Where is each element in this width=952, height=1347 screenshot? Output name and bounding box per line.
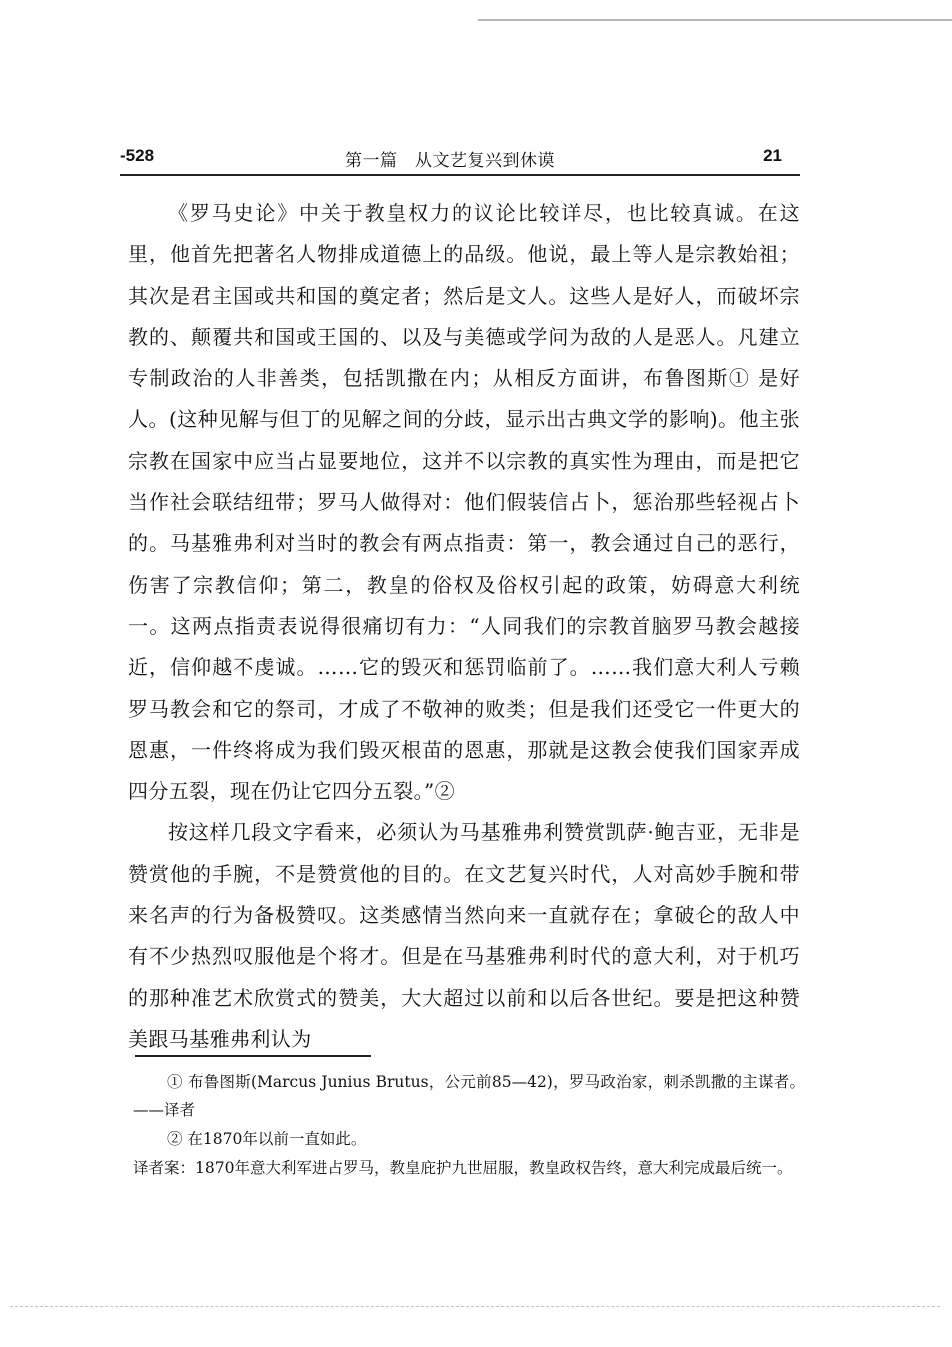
footnote: ② 在1870年以前一直如此。	[167, 1130, 367, 1148]
header-rule	[120, 174, 800, 176]
paragraph: 《罗马史论》中关于教皇权力的议论比较详尽，也比较真诚。在这里，他首先把著名人物排成道德上的品级。他说，最上等人是宗教始祖；其次是君主国或共和国的奠定者；然后是文人。这些人是好人，而破坏宗教的、颠覆共和国或王国的、以及与美德或学问为敌的人是恶人。凡建立专制政治的人非善类，包括凯撒在内；从相反方面讲，布鲁图斯① 是好人。(这种见解与但丁的见解之间的分歧，显示出古典文学的影响)。他主张宗教在国家中应当占显要地位，这并不以宗教的真实性为理由，而是把它当作社会联结纽带；罗马人做得对：他们假装信占卜，惩治那些轻视占卜的。马基雅弗利对当时的教会有两点指责：第一，教会通过自己的恶行，伤害了宗教信仰；第二，教皇的俗权及俗权引起的政策，妨碍意大利统一。这两点指责表说得很痛切有力：“人同我们的宗教首脑罗马教会越接近，信仰越不虔诚。……它的毁灭和惩罚临前了。……我们意大利人亏赖罗马教会和它的祭司，才成了不敬神的败类；但是我们还受它一件更大的恩惠，一件终将成为我们毁灭根苗的恩惠，那就是这教会使我们国家弄成四分五裂，现在仍让它四分五裂。”②	[128, 201, 800, 804]
translator-note: 译者案：1870年意大利军进占罗马，教皇庇护九世屈服，教皇政权告终，意大利完成最后统一。	[133, 1159, 793, 1177]
scan-artifact-line	[10, 1306, 940, 1308]
footnotes	[133, 1068, 805, 1183]
page-number: 21	[763, 146, 782, 165]
footnote-rule	[135, 1055, 371, 1057]
paragraph: 按这样几段文字看来，必须认为马基雅弗利赞赏凯萨·鲍吉亚，无非是赞赏他的手腕，不是赞赏他的目的。在文艺复兴时代，人对高妙手腕和带来名声的行为备极赞叹。这类感情当然向来一直就存在；拿破仑的敌人中有不少热烈叹服他是个将才。但是在马基雅弗利时代的意大利，对于机巧的那种准艺术欣赏式的赞美，大大超过以前和以后各世纪。要是把这种赞美跟马基雅弗利认为	[128, 820, 800, 1051]
main-text	[128, 193, 800, 1060]
scan-artifact-line	[478, 19, 952, 21]
page-header	[120, 142, 810, 182]
footnote: ① 布鲁图斯(Marcus Junius Brutus，公元前85—42)，罗马政治家，刺杀凯撒的主谋者。——译者	[133, 1073, 805, 1119]
running-title: 第一篇 从文艺复兴到休谟	[345, 151, 555, 171]
header-left-number: -528	[120, 146, 155, 165]
